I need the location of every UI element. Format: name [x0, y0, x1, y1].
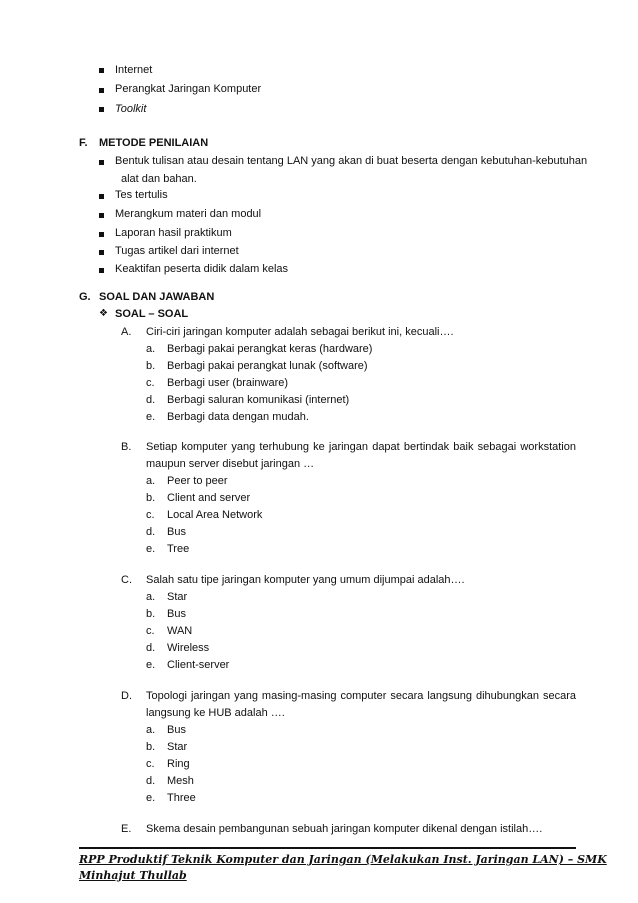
tool-item: Perangkat Jaringan Komputer [115, 83, 262, 95]
option-key: d. [146, 394, 156, 406]
footer-line-1: RPP Produktif Teknik Komputer dan Jaringan (Melakukan Inst. Jaringan LAN) – SMK [79, 853, 607, 866]
question-text: Skema desain pembangunan sebuah jaringan komputer dikenal dengan istilah…. [146, 823, 543, 835]
question-number: B. [121, 441, 132, 453]
question-text-continued: langsung ke HUB adalah …. [146, 707, 285, 719]
option-text: Bus [167, 526, 186, 538]
bullet-icon [99, 68, 104, 73]
bullet-icon [99, 88, 104, 93]
question-text: Topologi jaringan yang masing-masing computer secara langsung dihubungkan secara [146, 690, 576, 702]
option-key: e. [146, 411, 156, 423]
question-number: A. [121, 326, 132, 338]
question-text: Setiap komputer yang terhubung ke jaringan dapat bertindak baik sebagai workstation [146, 441, 576, 453]
option-key: d. [146, 775, 156, 787]
bullet-icon [99, 107, 104, 112]
option-key: e. [146, 792, 156, 804]
option-text: Peer to peer [167, 475, 228, 487]
option-text: Berbagi saluran komunikasi (internet) [167, 394, 350, 406]
option-key: c. [146, 377, 155, 389]
option-key: d. [146, 526, 156, 538]
section-g-title: SOAL DAN JAWABAN [99, 291, 215, 303]
assessment-item: Tugas artikel dari internet [115, 245, 239, 257]
option-key: e. [146, 659, 156, 671]
option-text: Client and server [167, 492, 251, 504]
assessment-item-continued: alat dan bahan. [121, 173, 197, 185]
question-text-continued: maupun server disebut jaringan … [146, 458, 315, 470]
bullet-icon [99, 194, 104, 199]
option-key: c. [146, 625, 155, 637]
option-text: Star [167, 591, 188, 603]
assessment-item: Laporan hasil praktikum [115, 227, 232, 239]
footer-divider [79, 847, 576, 849]
option-key: a. [146, 591, 156, 603]
option-key: a. [146, 475, 156, 487]
option-key: d. [146, 642, 156, 654]
option-text: Tree [167, 543, 190, 555]
option-text: Bus [167, 608, 186, 620]
option-text: Client-server [167, 659, 230, 671]
option-key: c. [146, 509, 155, 521]
tool-item: Internet [115, 64, 153, 76]
bullet-icon [99, 160, 104, 165]
option-key: e. [146, 543, 156, 555]
option-text: Wireless [167, 642, 210, 654]
option-key: b. [146, 608, 156, 620]
section-f-letter: F. [79, 137, 88, 149]
option-text: Bus [167, 724, 186, 736]
option-text: Berbagi user (brainware) [167, 377, 289, 389]
option-text: Berbagi data dengan mudah. [167, 411, 309, 423]
bullet-icon [99, 232, 104, 237]
question-text: Salah satu tipe jaringan komputer yang umum dijumpai adalah…. [146, 574, 465, 586]
section-g-subtitle: SOAL – SOAL [115, 308, 189, 320]
option-text: Berbagi pakai perangkat keras (hardware) [167, 343, 373, 355]
option-key: c. [146, 758, 155, 770]
option-text: Three [167, 792, 196, 804]
option-key: b. [146, 741, 156, 753]
assessment-item: Tes tertulis [115, 189, 168, 201]
option-text: Star [167, 741, 188, 753]
section-g-letter: G. [79, 291, 91, 303]
option-key: a. [146, 724, 156, 736]
option-text: WAN [167, 625, 193, 637]
question-text: Ciri-ciri jaringan komputer adalah sebagai berikut ini, kecuali…. [146, 326, 454, 338]
option-text: Local Area Network [167, 509, 263, 521]
bullet-icon [99, 250, 104, 255]
assessment-item: Merangkum materi dan modul [115, 208, 262, 220]
option-text: Berbagi pakai perangkat lunak (software) [167, 360, 368, 372]
option-text: Mesh [167, 775, 194, 787]
assessment-item: Keaktifan peserta didik dalam kelas [115, 263, 289, 275]
tool-item: Toolkit [115, 103, 147, 115]
diamond-bullet-icon: ❖ [99, 308, 108, 319]
option-key: b. [146, 492, 156, 504]
question-number: C. [121, 574, 132, 586]
question-number: E. [121, 823, 132, 835]
assessment-item: Bentuk tulisan atau desain tentang LAN yang akan di buat beserta dengan kebutuhan-kebutuhan [115, 155, 588, 167]
option-key: b. [146, 360, 156, 372]
bullet-icon [99, 268, 104, 273]
option-key: a. [146, 343, 156, 355]
bullet-icon [99, 213, 104, 218]
section-f-title: METODE PENILAIAN [99, 137, 209, 149]
question-number: D. [121, 690, 132, 702]
option-text: Ring [167, 758, 190, 770]
footer-line-2: Minhajut Thullab [79, 869, 187, 882]
